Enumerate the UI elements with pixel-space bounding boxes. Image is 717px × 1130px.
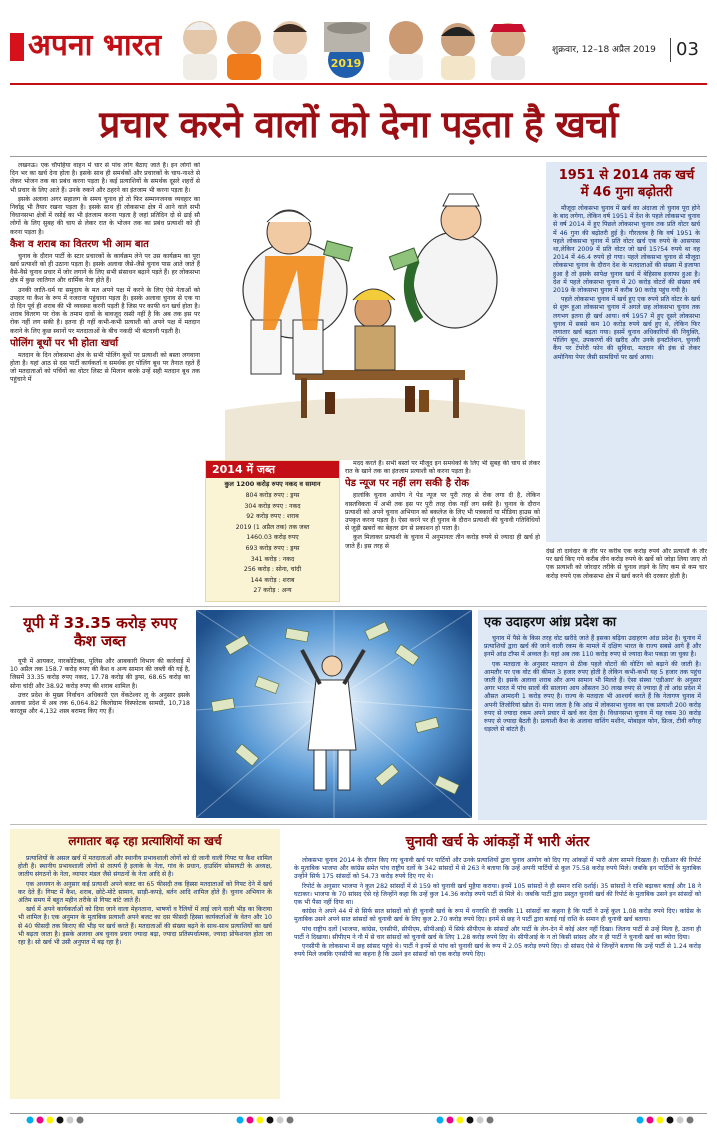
- seizure-item: 27 करोड़ : अन्य: [253, 587, 292, 595]
- cash-liquor-paragraph-1: चुनाव के दौरान पार्टी के स्टार प्रचारकों के कार्यक्रम लेने पर उस कार्यक्रम का पूरा खर्च प्रत्याशी को ही उठाना पड़ता है। इसके अलावा जैसे-जैसे चुनाव पास आते जाते हैं वैसे-वैसे चुनाव प्रचार में जोर लगाने के लिए सभी संसाधन बढ़ाने पड़ते हैं। हर लोकसभा क्षेत्र में कुछ जातिगत और धार्मिक नेता होते हैं।: [10, 252, 200, 285]
- row-3-rule: [10, 824, 707, 825]
- figures-box-heading: चुनावी खर्च के आंकड़ों में भारी अंतर: [405, 834, 590, 850]
- masthead-title: अपना भारत: [28, 28, 162, 63]
- andhra-paragraph-1: चुनाव में पैसे के किस तरह वोट खरीदे जाते हैं इसका बढ़िया उदाहरण आंध्र प्रदेश है। चुनाव में प्रत्याशियों द्वारा खर्च की जाने वाली रकम के मामले में दक्षिण भारत के राज्य सबसे आगे हैं और इनमें आंध्र टॉप्स में अव्वल है। यहां अब तक 110 करोड़ रुपए से ज्यादा कैश पकड़ा जा चुका है।: [484, 635, 701, 659]
- masthead-underline: [10, 83, 707, 85]
- andhra-box-heading: एक उदाहरण आंध्र प्रदेश का: [484, 615, 617, 630]
- portraits-illustration: [178, 8, 538, 80]
- portrait-5: [441, 23, 475, 80]
- seizure-box-title: 2014 में जब्त: [206, 461, 339, 478]
- politician-portraits: [178, 8, 538, 80]
- seizure-item: 804 करोड़ रुपए : ड्रग्स: [245, 492, 300, 499]
- growth-box-body: [553, 205, 700, 362]
- intro-paragraph-1: लखनऊ। एक चौपहिया वाहन में चार से पांच लोग बैठाए जाते हैं। इन लोगों को दिन भर का खर्च देना होता है। इसके साथ ही समर्थकों और प्रचारकों के चाय-नाश्ते से लेकर भोजन तक का प्रबंध करना पड़ता है। कई प्रत्याशियों के समर्थक दूसरे शहरों से भी प्रचार के लिए आते हैं। उनके रुकने और ठहरने का इंतजाम भी करना पड़ता है।: [10, 162, 200, 194]
- left-column: [10, 162, 200, 602]
- growth-box-heading: 1951 से 2014 तक खर्च में 46 गुना बढ़ोतरी: [558, 168, 695, 200]
- cash-liquor-heading: कैश व शराब का वितरण भी आम बात: [10, 238, 149, 250]
- seizure-item: 92 करोड़ रुपए : शराब: [246, 513, 299, 521]
- cash-liquor-paragraph-2: उनकी जाति-धर्म या समुदाय के मत अपने पक्ष में करने के लिए ऐसे नेताओं को उपहार या कैश के रूप में नजराना पहुंचाना पड़ता है। इसके अलावा चुनाव से एक या दो दिन पूर्व ही शराब की भी व्यवस्था करनी पड़ती है जिस पर काफी धन खर्च होता है। शराब वितरण पर रोक के तमाम दावों के बावजूद रस्सी नहीं है कि अब तक इस पर रोक नहीं लग सकी है। इतना ही नहीं कभी-कभी प्रत्याशी को अपने पक्ष में मतदान कराने के लिए कुछ स्थानों पर मतदाताओं के बीच नकदी भी बंटवानी पड़ती है।: [10, 286, 200, 335]
- candidates-paragraph-2: एक अध्ययन के अनुसार कई प्रत्याशी अपने बजट का 65 फीसदी तक हिस्सा मतदाताओं को गिफ्ट देने में खर्च कर देते हैं। गिफ्ट में कैश, शराब, छोटे-मोटे सामान, साड़ी-कपड़े, बर्तन आदि शामिल होते हैं। चुनाव अभियान के अंतिम समय में बहुत महीन तरीके से गिफ्ट बांटे जाते हैं।: [18, 880, 272, 905]
- cartoon-illustration: [205, 160, 543, 460]
- polling-booth-paragraph-1: मतदान के दिन लोकसभा क्षेत्र के सभी पोलिंग बूथों पर प्रत्याशी को बस्ता लगवाना होता है। यहां आठ से दस पार्टी कार्यकर्ता व समर्थक हर पोलिंग बूथ पर तैनात रहते हैं जो मतदाताओं को पर्चियों का वोटर लिस्ट से मिलान करके उन्हें सही मतदान बूथ तक पहुंचाने में: [10, 351, 200, 384]
- up-box-body: [10, 658, 190, 716]
- date-divider: [670, 38, 671, 62]
- page-number: 03: [676, 39, 699, 60]
- figures-box: [288, 829, 707, 1099]
- up-paragraph-1: यूपी में आयकर, नारकोटिक्स, पुलिस और आबकारी विभाग की कार्रवाई में 10 अप्रैल तक 158.7 करोड़ रुपए की कैश व अन्य सामान की जब्ती की गई है, जिसमें 33.35 करोड़ रुपए नकद, 17.78 करोड़ की ड्रग्स, 68.65 करोड़ का सोना चांदी और 38.92 करोड़ रुपए की शराब शामिल है।: [10, 658, 190, 690]
- growth-box: [546, 162, 707, 542]
- andhra-box: [478, 610, 707, 820]
- seizure-list: [206, 491, 339, 597]
- seizure-box: [205, 460, 340, 602]
- up-box: [10, 610, 190, 820]
- registration-marks-drawing: [0, 1104, 717, 1126]
- row-2-rule: [10, 606, 707, 607]
- money-rain-illustration: [196, 610, 472, 818]
- parliament-logo-year: 2019: [330, 57, 362, 70]
- paid-news-paragraph-1: हालांकि चुनाव आयोग ने पेड न्यूज पर पूरी तरह से रोक लगा दी है, लेकिन वास्तविकता में अभी तक इस पर पूरी तरह रोक नहीं लग सकी है। चुनाव के दौरान प्रत्याशी को अपने चुनाव अभियान को बकलेज के लिए भी पत्रकारों या मीडिया हाउस को उपकृत करना पड़ता है। ऐसा करने पर ही चुनाव के दौरान प्रत्याशी की चुनावी गतिविधियों से जुड़ी खबरों का बेहतर ढंग से प्रकाशन हो पाता है।: [345, 492, 540, 533]
- middle-intro: मदद करते हैं। सभी बस्तों पर मौजूद इन समर्थकों के लिए भी सुबह की चाय से लेकर रात के खाने तक का इंतजाम प्रत्याशी को करना पड़ता है।: [345, 460, 540, 476]
- issue-date: शुक्रवार, 12–18 अप्रैल 2019: [552, 45, 656, 55]
- figures-paragraph-4: पांच राष्ट्रीय दलों (भाजपा, कांग्रेस, एनसीपी, सीपीएम, सीपीआई) में सिर्फ सीपीएम के सांसदों और पार्टी के लेन-देन में कोई अंतर नहीं दिखा। जितना पार्टी से उन्हें मिला है, उतना ही पार्टी ने दिखाया। सीपीएम ने नौ में से चार सांसदों को चुनावी खर्च के लिए 1.28 करोड़ रुपये दिए थे। सीपीआई के न तो किसी सांसद और न ही पार्टी ने चुनावी खर्च का ब्योरा दिया।: [294, 925, 701, 941]
- intro-paragraph-2: इसके अलावा अगर सहालग के समय चुनाव हो तो फिर सम्मानजनक व्यवहार का निर्वाह्न भी तैयार रखना पड़ता है। इसके साथ ही लोकसभा क्षेत्र में आने वाले सभी विधानसभा क्षेत्रों में रसोई का भी इंतजाम करना पड़ता है जहां प्रतिदिन दो से ढाई सौ लोगों के लिए सुबह की चाय से लेकर रात के भोजन तक का प्रबंध प्रत्याशी को ही करना पड़ता है।: [10, 195, 200, 236]
- figures-box-body: [294, 857, 701, 959]
- candidates-box-body: [18, 855, 272, 947]
- seizure-item: 693 करोड़ रुपए : ड्रग्स: [245, 544, 300, 552]
- andhra-box-body: [484, 635, 701, 734]
- candidates-box: [10, 829, 280, 1099]
- growth-paragraph-1: मौजूदा लोकसभा चुनाव में खर्च का अंदाजा तो चुनाव पूरा होने के बाद लगेगा, लेकिन वर्ष 1951 में देश के पहले लोकसभा चुनाव से वर्ष 2014 में हुए पिछले लोकसभा चुनाव तक प्रति वोटर खर्च में 46 गुना की बढ़ोतरी हुई है। गौरतलब है कि वर्ष 1951 के पहले लोकसभा चुनाव में प्रति वोटर खर्च एक रुपये के आसपास था,लेकिन 2009 में प्रति वोटर जो खर्च 15?54 रुपये था वह 2014 में 46.4 रुपये हो गया। पहले लोकसभा चुनाव से मौजूदा लोकसभा चुनाव के दौरान देश के मतदाताओं की संख्या में इजाफा हुआ है तो इसके सापेक्ष चुनाव खर्च में बेहिसाब इजाफा हुआ है। देश में पहले लोकसभा चुनाव में 20 करोड़ वोटरों की संख्या वर्ष 2019 के लोकसभा चुनाव में करीब 90 करोड़ पहुंच गयी है।: [553, 205, 700, 295]
- figures-paragraph-2: रिपोर्ट के अनुसार भाजपा ने कुल 282 सांसदों में से 159 को चुनावी खर्च मुहैया कराया। इनमें 105 सांसदों ने ही समान राशि दर्शाई। 35 सांसदों ने राशि बढ़ाकर बताई और 18 ने घटाकर। भाजपा के 70 सांसद ऐसे रहे जिन्होंने कहा कि उन्हें कुल 14.36 करोड़ रुपये पार्टी से मिले थे। जबकि पार्टी द्वारा प्रस्तुत चुनावी खर्च की रिपोर्ट के मुताबिक उसने इन सांसदों को एक भी पैसा नहीं दिया था।: [294, 882, 701, 907]
- headline-rule: [10, 156, 707, 157]
- seizure-item: 341 करोड़ : नकद: [250, 555, 295, 563]
- cartoon-drawing: [205, 160, 543, 460]
- figures-paragraph-3: कांग्रेस ने अपने 44 में से सिर्फ सात सांसदों को ही चुनावी खर्च के रूप में धनराशि दी जबकि 11 सांसदों का कहना है कि पार्टी ने उन्हें कुल 1.08 करोड़ रुपये दिए। कांग्रेस के मुताबिक उसने अपने सात सांसदों को चुनावी खर्च के लिए कुल 2.70 करोड़ रुपये दिए। इनमें से छह ने पार्टी द्वारा बताई गई राशि के समान ही चुनावी खर्च बताया।: [294, 908, 701, 924]
- seizure-item: 256 करोड़ : सोना, चांदी: [243, 566, 302, 574]
- seizure-item: 144 करोड़ : शराब: [250, 576, 295, 584]
- page-headline: प्रचार करने वालों को देना पड़ता है खर्चा: [99, 103, 618, 146]
- registration-marks: [0, 1104, 717, 1126]
- masthead: [0, 0, 717, 88]
- candidates-paragraph-1: प्रत्याशियों के असल खर्च में मतदाताओं और स्थानीय प्रभावशाली लोगों को दी जानी वाली गिफ्ट या कैश शामिल होती है। स्थानीय प्रभावशाली लोगों से तात्पर्य है इलाके के नेता, गांव के प्रधान, हाउसिंग सोसायटी के अध्यक्ष, जातीय संगठनों के नेता, व्यापार मंडल जैसे संगठनों के नेता आदि से है।: [18, 855, 272, 879]
- up-paragraph-2: उत्तर प्रदेश के मुख्य निर्वाचन अधिकारी एल वेंकटेश्वर लू के अनुसार इसके अलावा प्रदेश में अब तक 6,064.82 किलोग्राम विस्फोटक सामग्री, 10,718 कारतूस और 4,132 शस्त्र बरामद किए गए हैं।: [10, 691, 190, 716]
- paid-news-paragraph-2: कुल मिलाकर प्रत्याशी के चुनाव में अनुमानतः तीन करोड़ रुपये से ज्यादा ही खर्च हो जाते हैं। इस तरह से: [345, 534, 540, 550]
- seizure-item: 1460.03 करोड़ रुपए: [246, 534, 299, 542]
- figures-paragraph-1: लोकसभा चुनाव 2014 के दौरान किए गए चुनावी खर्च पर पार्टियों और उनके प्रत्याशियों द्वारा चुनाव आयोग को दिए गए आंकड़ों में भारी अंतर सामने दिखता है। एडीआर की रिपोर्ट के मुताबिक भाजपा और कांग्रेस समेत पांच राष्ट्रीय दलों के 342 सांसदों में से 263 ने बताया कि उन्हें अपनी पार्टियों से कुल 75.58 करोड़ रुपये मिले। जबकि इन पार्टियों के मुताबिक उन्होंने सिर्फ 175 सांसदों को 54.73 करोड़ रुपये दिए गए थे।: [294, 857, 701, 881]
- polling-booth-heading: पोलिंग बूथों पर भी होता खर्चा: [10, 337, 119, 349]
- growth-paragraph-2: पहले लोकसभा चुनाव में खर्च हुए एक रुपये प्रति वोटर के खर्च से शुरू हुआ लोकसभा चुनाव में अगले छह लोकसभा चुनाव तक लगभग इतना ही खर्च आया। वर्ष 1957 में हुए दूसरे लोकसभा चुनाव में सबसे कम 10 करोड़ रुपये खर्च हुए थे, लेकिन फिर लगातार खर्च बढ़ता गया। इसमें चुनाव अधिकारियों की नियुक्ति, पोलिंग बूथ, उपकरणों की खरीद और उनके इन्स्टॉलेशन, चुनावी कैंप पर टेंपरेरी फोन की सुविधा, मतदान की इंक से लेकर अमोनिया पेपर जैसी सामग्रियों पर खर्च आया।: [553, 296, 700, 361]
- seizure-box-subtitle: कुल 1200 करोड़ रुपए नकद व सामान: [224, 480, 321, 488]
- up-box-heading: यूपी में 33.35 करोड़ रुपए कैश जब्त: [23, 614, 177, 650]
- figures-paragraph-5: एनसीपी के लोकसभा में छह सांसद पहुंचे थे। पार्टी ने इनमें से पांच को चुनावी खर्च के रूप में 2.05 करोड़ रुपये दिए। दो सांसद ऐसे थे जिन्होंने बताया कि उन्हें पार्टी से 1.24 करोड़ रुपये मिले जबकि एनसीपी का कहना है कि उसने इन सांसदों को एक करोड़ रुपये दिए।: [294, 943, 701, 959]
- candidates-box-heading: लगातार बढ़ रहा प्रत्याशियों का खर्च: [68, 834, 222, 848]
- masthead-red-bar: [10, 33, 24, 61]
- right-column-continued: देखें तो दावेदार के तीर पर करीब एक करोड़ रुपये और प्रत्याशी के तौर पर खर्च किए गये करीब तीन करोड़ रुपये के खर्चे को जोड़ा लिया जाए तो एक प्रत्याशी को जोरदार तरीके से चुनाव लड़ने के लिए कम से कम चार करोड़ रुपये एक लोकसभा क्षेत्र में खर्च करने की दरकार होती है।: [546, 548, 707, 580]
- candidates-paragraph-3: खर्च में अपने कार्यकर्ताओं को दिया जाने वाला मेहनताना, भाषणों व रैलियों में लाई जाने वाली भीड़ का किराया भी शामिल है। एक अनुमान के मुताबिक प्रत्याशी अपने बजट का दस फीसदी हिस्सा कार्यकर्ताओं के वेतन और 10 से 40 फीसदी तक किराए की भीड़ पर खर्च करते हैं। मतदाताओं की संख्या बढ़ने के साथ-साथ प्रत्याशियों का खर्च भी बढ़ता जाता है। इसके अलावा अब चुनाव प्रचार ज्यादा बढ़ा, ज्यादा प्रतिस्पर्धात्मक, ज्यादा प्रोफेशनल होता जा रहा है। सो खर्च भी उसी अनुपात में बढ़ रहा है।: [18, 906, 272, 947]
- money-rain-drawing: [196, 610, 472, 818]
- andhra-paragraph-2: एक मतदाता के अनुसार मतदान से ठीक पहले वोटरों की वोटिंग को बढ़ाने की जाती है। आमतौर पर एक वोट की कीमत 3 हजार रुपए होती है लेकिन कभी-कभी यह 5 हजार तक पहुंच जाती है। इसके अलावा शराब और अन्य सामान भी मिलते हैं। ऐसा संस्था 'एडीआर' के अनुसार अगर भारत में पांच सालों की सालाना आय औसतन 30 लाख रुपए से ज्यादा है तो आंध्र प्रदेश में औसत आमदनी 1 करोड़ रुपए है। राज्य के मतदाता भी आश्चर्य करते हैं कि नेतागण चुनाव में अपनी तिजोरियां खोल दें। माना जाता है कि आंध्र में लोकसभा चुनाव का एक प्रत्याशी 200 करोड़ रुपए से ज्यादा रकम अपने प्रचार में खर्च कर देता है। विधानसभा चुनाव में यह रकम 30 करोड़ रुपए से ज्यादा बैठती है। प्रत्याशी कैश के अलावा वाशिंग मशीन, मोबाइल फोन, फ्रिज, टीवी वगैरह धड़ल्ले से बांटते हैं।: [484, 660, 701, 734]
- seizure-item: 2019 (1 अप्रैल तक) तक जब्त: [235, 523, 310, 531]
- seizure-item: 304 करोड़ रुपए : नकद: [244, 502, 301, 510]
- middle-column: [345, 460, 540, 602]
- paid-news-heading: पेड न्यूज पर नहीं लग सकी है रोक: [345, 478, 469, 490]
